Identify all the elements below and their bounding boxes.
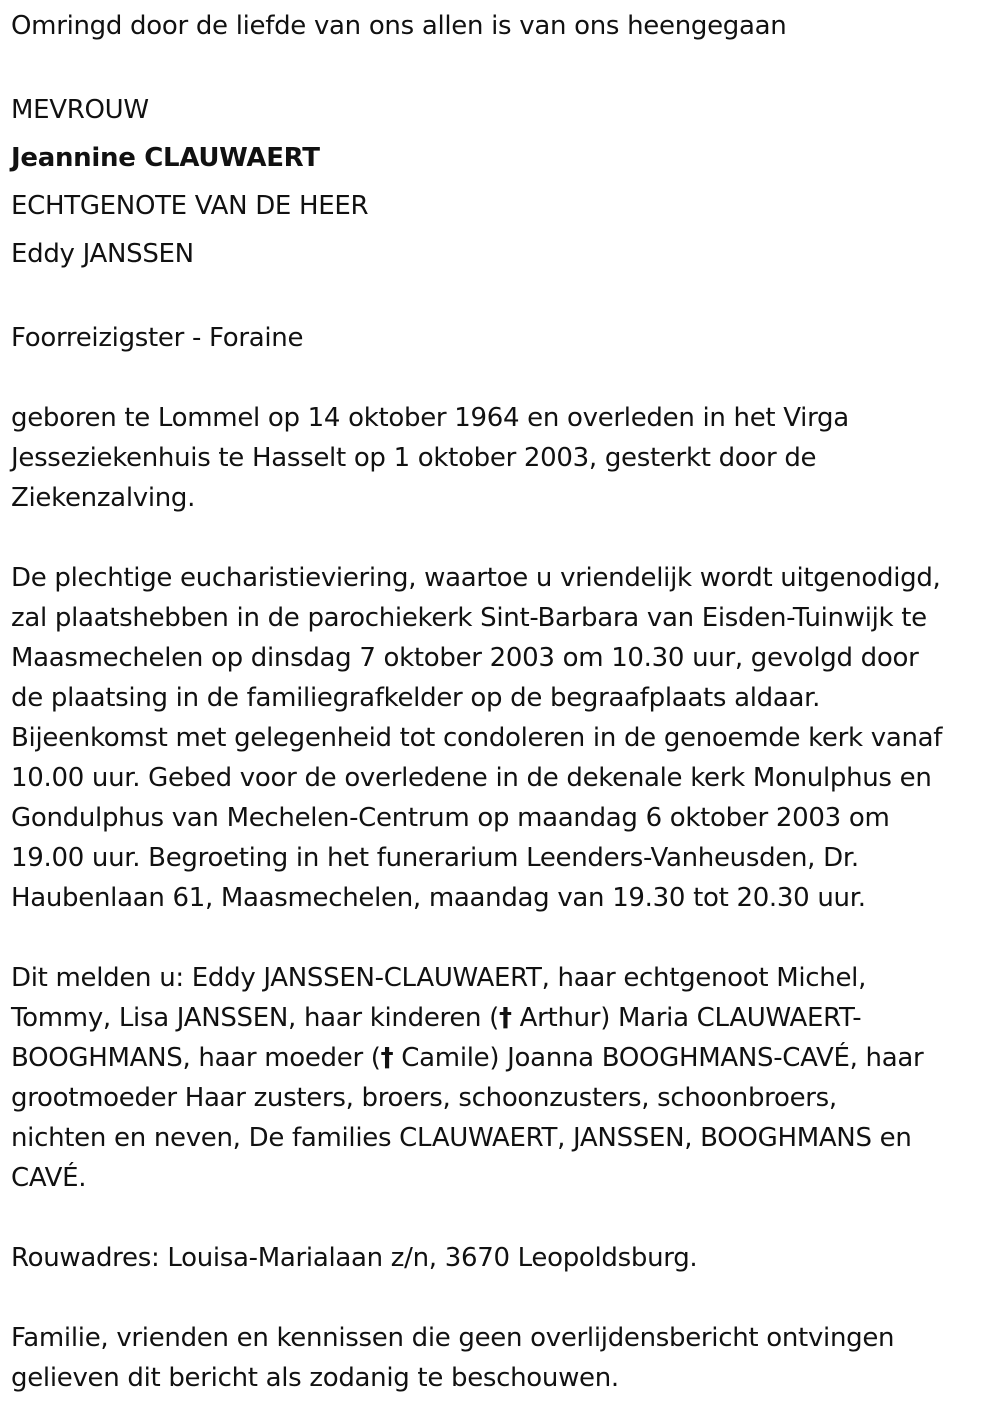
text-line: De plechtige eucharistieviering, waartoe u vriendelijk wordt uitgenodigd, xyxy=(11,563,941,593)
text-line: gelieven dit bericht als zodanig te beschouwen. xyxy=(11,1363,619,1393)
spacer xyxy=(11,46,993,86)
text-line: Familie, vrienden en kennissen die geen overlijdensbericht ontvingen xyxy=(11,1323,895,1353)
title-prefix: MEVROUW xyxy=(11,95,149,125)
text-line: Bijeenkomst met gelegenheid tot condoleren in de genoemde kerk vanaf xyxy=(11,723,943,753)
text-line: grootmoeder Haar zusters, broers, schoonzusters, schoonbroers, xyxy=(11,1083,837,1113)
text-line: 19.00 uur. Begroeting in het funerarium Leenders-Vanheusden, Dr. xyxy=(11,843,859,873)
text-line: Ziekenzalving. xyxy=(11,483,196,513)
birth-death-paragraph xyxy=(11,398,993,518)
spacer xyxy=(11,1278,993,1318)
closing-paragraph xyxy=(11,1318,993,1398)
text-line: nichten en neven, De families CLAUWAERT, JANSSEN, BOOGHMANS en xyxy=(11,1123,912,1153)
text-segment: BOOGHMANS, haar moeder ( xyxy=(11,1043,381,1073)
text-line: 10.00 uur. Gebed voor de overledene in de dekenale kerk Monulphus en xyxy=(11,763,932,793)
text-line xyxy=(11,998,993,1038)
text-line: Jesseziekenhuis te Hasselt op 1 oktober 2003, gesterkt door de xyxy=(11,443,817,473)
spouse-name: Eddy JANSSEN xyxy=(11,239,194,269)
cross-icon: † xyxy=(380,1043,394,1073)
spouse-label: ECHTGENOTE VAN DE HEER xyxy=(11,191,369,221)
occupation: Foorreizigster - Foraine xyxy=(11,323,304,353)
spacer xyxy=(11,1198,993,1238)
text-line xyxy=(11,1038,993,1078)
text-line: Gondulphus van Mechelen-Centrum op maandag 6 oktober 2003 om xyxy=(11,803,890,833)
announcement-paragraph xyxy=(11,958,993,1198)
text-line: Dit melden u: Eddy JANSSEN-CLAUWAERT, haar echtgenoot Michel, xyxy=(11,963,867,993)
text-line: zal plaatshebben in de parochiekerk Sint-Barbara van Eisden-Tuinwijk te xyxy=(11,603,927,633)
text-line: Haubenlaan 61, Maasmechelen, maandag van 19.30 tot 20.30 uur. xyxy=(11,883,866,913)
spacer xyxy=(11,918,993,958)
spacer xyxy=(11,278,993,318)
deceased-name: Jeannine CLAUWAERT xyxy=(11,143,320,173)
text-segment: Tommy, Lisa JANSSEN, haar kinderen ( xyxy=(11,1003,500,1033)
intro-text: Omringd door de liefde van ons allen is van ons heengegaan xyxy=(11,11,787,41)
mourning-address: Rouwadres: Louisa-Marialaan z/n, 3670 Leopoldsburg. xyxy=(11,1243,698,1273)
text-line: geboren te Lommel op 14 oktober 1964 en overleden in het Virga xyxy=(11,403,849,433)
obituary-notice xyxy=(11,6,993,1398)
spacer xyxy=(11,358,993,398)
spacer xyxy=(11,518,993,558)
text-segment: Camile) Joanna BOOGHMANS-CAVÉ, haar xyxy=(393,1043,924,1073)
text-line: de plaatsing in de familiegrafkelder op de begraafplaats aldaar. xyxy=(11,683,821,713)
ceremony-paragraph xyxy=(11,558,993,918)
text-segment: Arthur) Maria CLAUWAERT- xyxy=(511,1003,862,1033)
text-line: Maasmechelen op dinsdag 7 oktober 2003 om 10.30 uur, gevolgd door xyxy=(11,643,919,673)
text-line: CAVÉ. xyxy=(11,1163,87,1193)
cross-icon: † xyxy=(499,1003,512,1033)
